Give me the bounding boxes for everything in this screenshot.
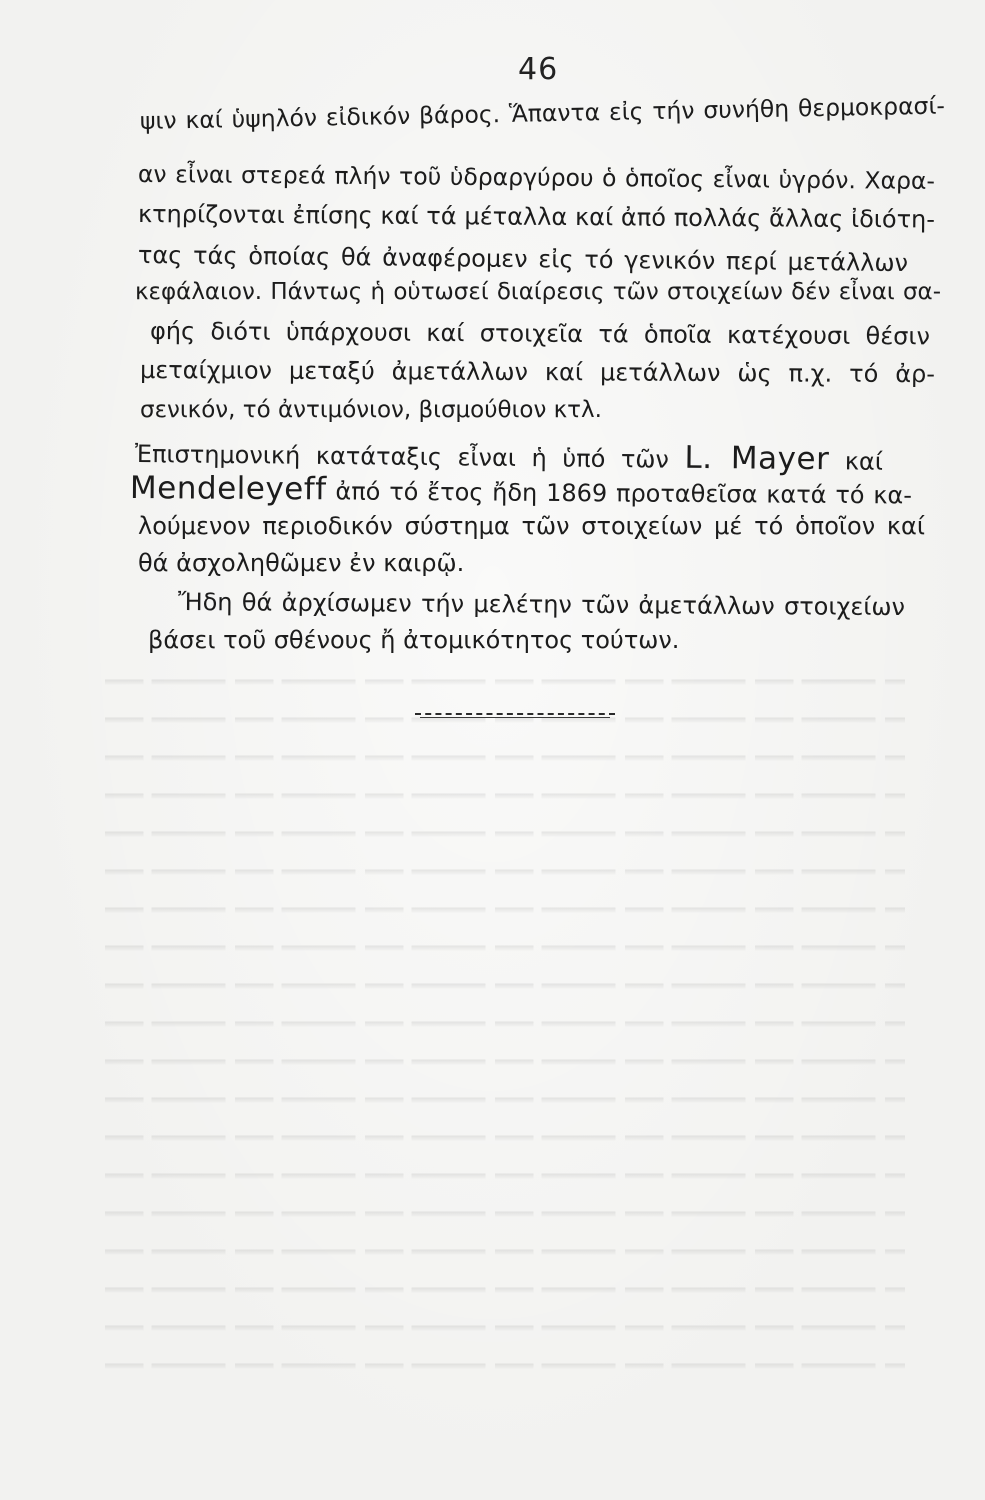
mayer-line-text-before: Ἐπιστημονική κατάταξις εἶναι ἡ ὑπό τῶν [134, 440, 670, 474]
text-line-13: Ἤδη θά ἀρχίσωμεν τήν μελέτην τῶν ἀμετάλλων στοιχείων [177, 588, 906, 622]
text-line-12: θά ἀσχοληθῶμεν ἐν καιρῷ. [138, 549, 465, 577]
text-line-14: βάσει τοῦ σθένους ἤ ἀτομικότητος τούτων. [148, 626, 680, 654]
text-line-6: φής διότι ὑπάρχουσι καί στοιχεῖα τά ὁποῖα κατέχουσι θέσιν [149, 317, 931, 351]
bleed-through-texture [105, 655, 905, 1395]
mayer-line-text-after: καί [844, 447, 884, 476]
name-l-mayer: L. Mayer [684, 439, 830, 478]
text-line-5: κεφάλαιον. Πάντως ἡ οὑτωσεί διαίρεσις τῶν στοιχείων δέν εἶναι σα- [135, 279, 941, 305]
section-divider [415, 713, 615, 715]
text-line-3: κτηρίζονται ἐπίσης καί τά μέταλλα καί ἀπό πολλάς ἄλλας ἰδιότη- [137, 200, 936, 234]
text-line-11: λούμενον περιοδικόν σύστημα τῶν στοιχείων μέ τό ὁποῖον καί [138, 512, 925, 540]
text-line-4: τας τάς ὁποίας θά ἀναφέρομεν εἰς τό γενικόν περί μετάλλων [137, 241, 909, 278]
text-line-8: σενικόν, τό ἀντιμόνιον, βισμούθιον κτλ. [140, 397, 602, 423]
name-mendeleyeff: Mendeleyeff [129, 470, 327, 508]
text-line-10 [130, 470, 912, 513]
text-line-2: αν εἶναι στερεά πλήν τοῦ ὑδραργύρου ὁ ὁποῖος εἶναι ὑγρόν. Χαρα- [137, 160, 936, 195]
mendeleyeff-line-text-after: ἀπό τό ἔτος ἤδη 1869 προταθεῖσα κατά τό κα- [335, 477, 913, 510]
page-number: 46 [518, 52, 559, 87]
text-line-7: μεταίχμιον μεταξύ ἀμετάλλων καί μετάλλων ὡς π.χ. τό ἀρ- [139, 356, 936, 389]
section-divider-underline [420, 717, 610, 718]
text-line-1: ψιν καί ὑψηλόν εἰδικόν βάρος. Ἅπαντα εἰς τήν συνήθη θερμοκρασί- [139, 91, 946, 135]
